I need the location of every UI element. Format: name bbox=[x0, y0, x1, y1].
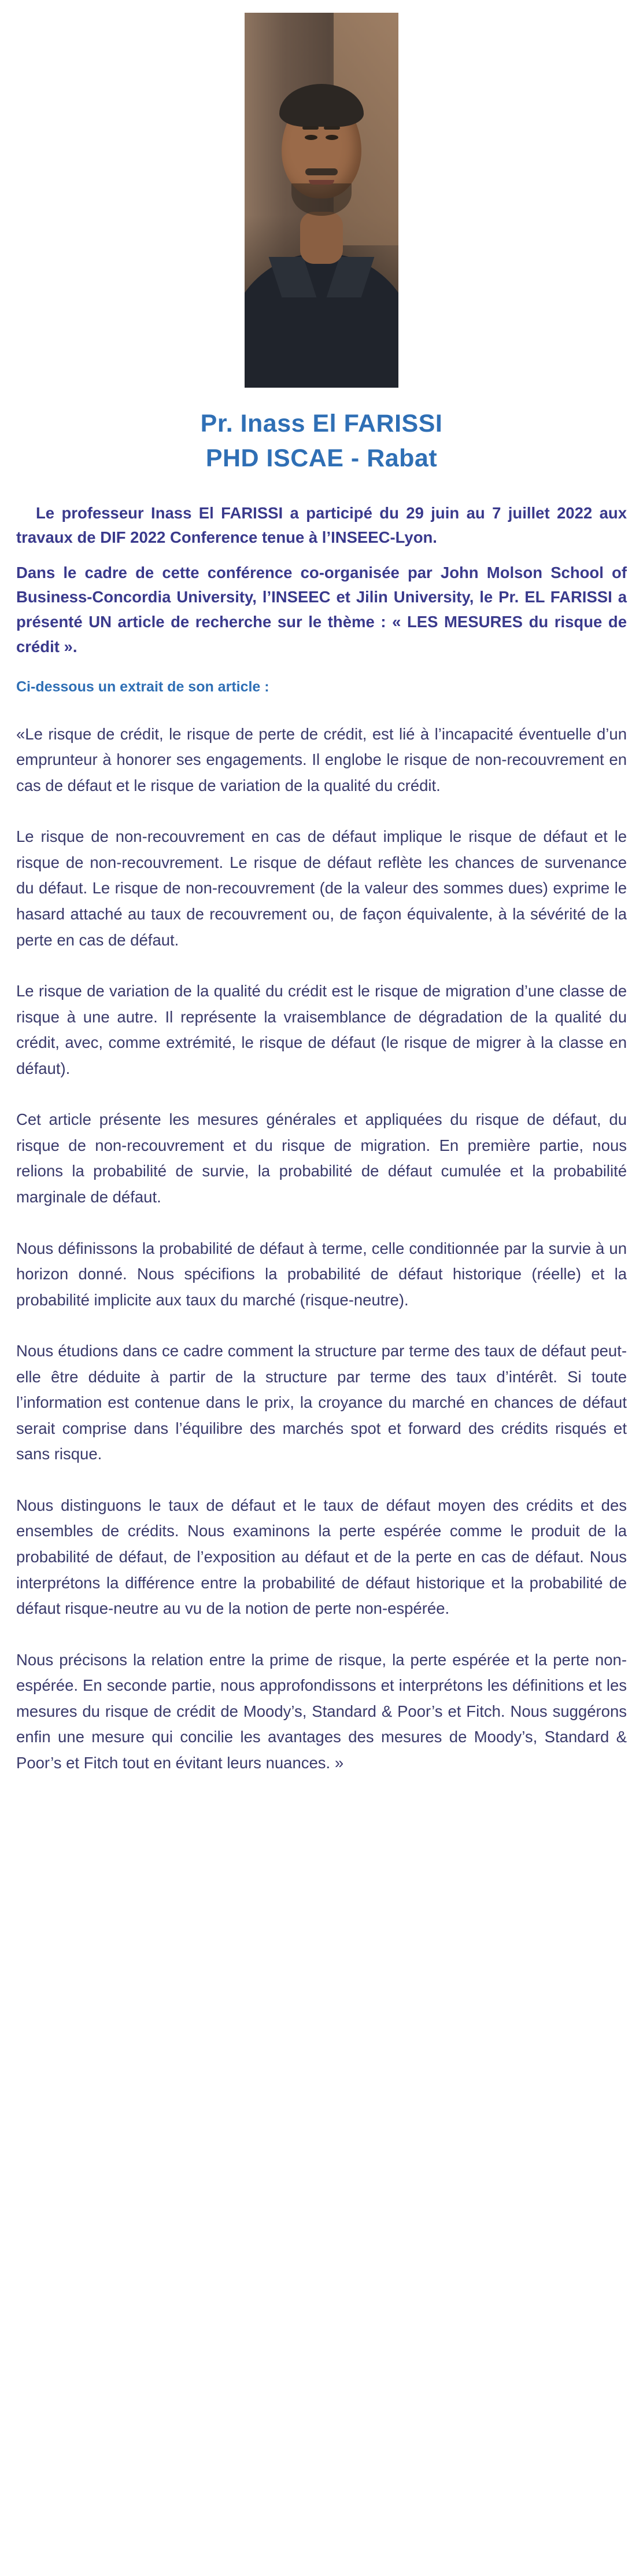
article-paragraph: Cet article présente les mesures générales et appliquées du risque de défaut, du risque de non-recouvrement et du risque de migration. En première partie, nous relions la probabilité de survie, la probabilité de défaut cumulée et la probabilité marginale de défaut. bbox=[16, 1110, 627, 1206]
article-paragraph: Le risque de non-recouvrement en cas de défaut implique le risque de défaut et le risque de non-recouvrement. Le risque de défaut reflète les chances de survenance du défaut. Le risque de non-recouvrement (de la valeur des sommes dues) exprime le hasard attaché au taux de recouvrement ou, de façon équivalente, à la sévérité de la perte en cas de défaut. bbox=[16, 827, 627, 949]
article-paragraph: «Le risque de crédit, le risque de perte de crédit, est lié à l’incapacité éventuelle d’un emprunteur à honorer ses engagements. Il englobe le risque de non-recouvrement en cas de défaut et le risque de variation de la qualité du crédit. bbox=[16, 724, 627, 794]
photo-mouth bbox=[309, 180, 334, 185]
photo-shoulders bbox=[245, 253, 398, 388]
portrait-photo-container bbox=[16, 0, 627, 388]
photo-eyebrow-left bbox=[302, 126, 319, 130]
photo-moustache bbox=[305, 168, 338, 175]
intro-paragraph-1: Le professeur Inass El FARISSI a participé du 29 juin au 7 juillet 2022 aux travaux de DIF 2022 Conference tenue à l’INSEEC-Lyon. bbox=[16, 503, 627, 547]
page-title: Pr. Inass El FARISSI bbox=[200, 410, 443, 437]
article-paragraph: Le risque de variation de la qualité du crédit est le risque de migration d’une classe de risque à une autre. Il représente la vraisemblance de dégradation de la qualité du crédit, avec, comme extrémité, le risque de défaut (le risque de migrer à la classe en défaut). bbox=[16, 982, 627, 1077]
article-paragraph: Nous précisons la relation entre la prime de risque, la perte espérée et la perte non-espérée. En seconde partie, nous approfondissons et interprétons les définitions et les mesures du risque de crédit de Moody’s, Standard & Poor’s et Fitch. Nous suggérons enfin une mesure qui concilie les avantages des mesures de Moody’s, Standard & Poor’s et Fitch tout en évitant leurs nuances. » bbox=[16, 1650, 627, 1772]
article-paragraph: Nous définissons la probabilité de défaut à terme, celle conditionnée par la survie à un horizon donné. Nous spécifions la probabilité de défaut historique (réelle) et la probabilité implicite aux taux du marché (risque-neutre). bbox=[16, 1239, 627, 1309]
portrait-photo bbox=[245, 13, 398, 388]
photo-eye-left bbox=[305, 135, 317, 140]
photo-eye-right bbox=[326, 135, 338, 140]
photo-eyebrow-right bbox=[324, 126, 340, 130]
intro-paragraph-2: Dans le cadre de cette conférence co-organisée par John Molson School of Business-Concordia University, l’INSEEC et Jilin University, le Pr. EL FARISSI a présenté UN article de recherche sur le thème : « LES MESURES du risque de crédit ». bbox=[16, 563, 627, 656]
intro-block bbox=[16, 501, 627, 660]
page-subtitle: PHD ISCAE - Rabat bbox=[205, 444, 438, 472]
photo-neck bbox=[300, 212, 343, 264]
article-paragraph: Nous distinguons le taux de défaut et le taux de défaut moyen des crédits et des ensembles de crédits. Nous examinons la perte espérée comme le produit de la probabilité de défaut, de l’exposition au défaut et de la perte en cas de défaut. Nous interprétons la différence entre la probabilité de défaut historique et la probabilité de défaut risque-neutre au vu de la notion de perte non-espérée. bbox=[16, 1496, 627, 1618]
article-paragraph: Nous étudions dans ce cadre comment la structure par terme des taux de défaut peut-elle être déduite à partir de la structure par terme des taux d’intérêt. Si toute l’information est contenue dans le prix, la croyance du marché en chances de défaut serait comprise dans l’équilibre des marchés spot et forward des crédits risqués et sans risque. bbox=[16, 1342, 627, 1463]
article-body bbox=[16, 722, 627, 1776]
extract-label: Ci-dessous un extrait de son article : bbox=[16, 679, 269, 695]
